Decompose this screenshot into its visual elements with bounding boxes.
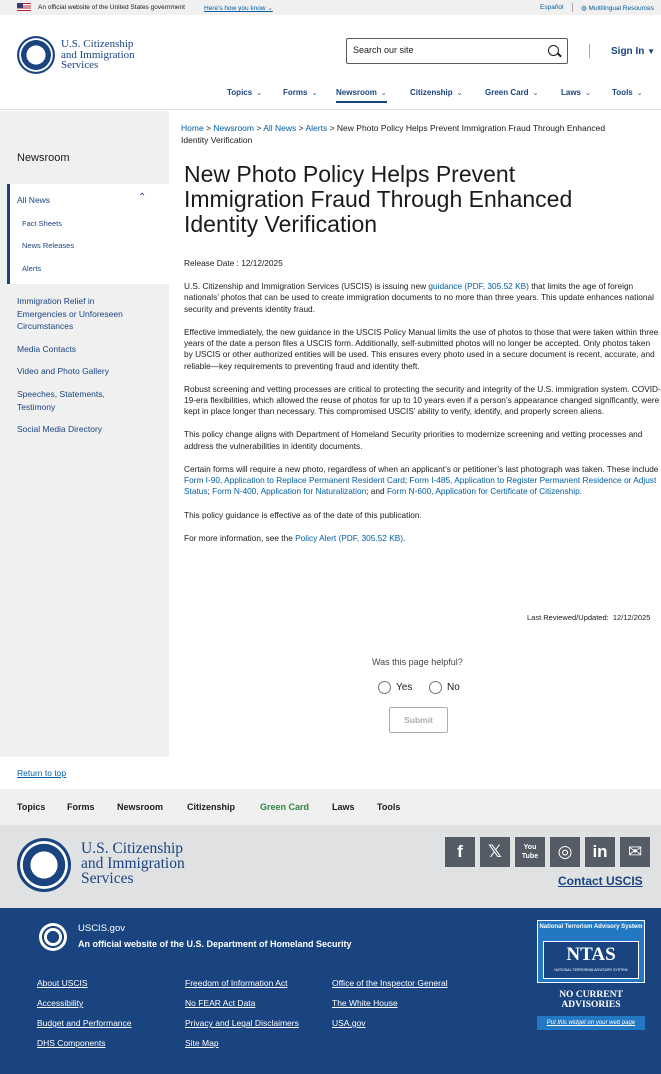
footer-nav-forms[interactable]: Forms [67, 802, 95, 812]
paragraph: This policy guidance is effective as of the date of this publication. [184, 509, 422, 520]
breadcrumb-all-news[interactable]: All News [263, 123, 297, 133]
inspector-general-link[interactable]: Office of the Inspector General [332, 978, 448, 988]
footer-nav [0, 789, 661, 825]
sidebar-subnav [7, 184, 169, 284]
footer-nav-topics[interactable]: Topics [17, 802, 46, 812]
agency-line-2: and Immigration [81, 855, 185, 872]
sidebar-heading: Newsroom [17, 152, 70, 164]
nav-tools[interactable]: Tools ⌄ [612, 88, 643, 97]
form-n400-link[interactable]: Form N-400, Application for Naturalization [212, 486, 367, 497]
yes-label[interactable]: Yes [396, 682, 413, 693]
x-twitter-icon[interactable]: 𝕏 [480, 837, 510, 867]
agency-line-1: U.S. Citizenship [61, 38, 134, 50]
breadcrumb-newsroom[interactable]: Newsroom [213, 123, 254, 133]
sidebar-item-all-news[interactable]: All News [17, 195, 51, 205]
chevron-down-icon: ⌄ [636, 90, 643, 97]
breadcrumb-alerts[interactable]: Alerts [305, 123, 328, 133]
dhs-seal-icon[interactable] [17, 36, 55, 74]
heres-how-you-know-link[interactable]: Here's how you know ⌄ [204, 5, 273, 12]
footer-nav-green-card[interactable]: Green Card [260, 802, 310, 812]
footer-logo-section [0, 825, 661, 908]
form-i485-link[interactable]: Form I-485, Application to Register Permanent Residence or Adjust Status [184, 475, 657, 497]
sidebar-item-media-contacts[interactable]: Media Contacts [17, 344, 77, 354]
email-icon[interactable]: ✉ [620, 837, 650, 867]
no-fear-link[interactable]: No FEAR Act Data [185, 998, 256, 1008]
chevron-down-icon: ⌄ [585, 90, 591, 97]
globe-icon: ◍ [581, 5, 587, 12]
form-i90-link[interactable]: Form I-90, Application to Replace Permanent Resident Card [184, 475, 405, 486]
linkedin-icon[interactable]: in [585, 837, 615, 867]
nav-citizenship[interactable]: Citizenship ⌄ [410, 88, 463, 97]
yes-radio[interactable] [378, 681, 391, 694]
footer-nav-citizenship[interactable]: Citizenship [187, 802, 236, 812]
footer-nav-newsroom[interactable]: Newsroom [117, 802, 164, 812]
official-dhs-text: An official website of the U.S. Department of Homeland Security [78, 939, 352, 949]
dhs-seal-icon [39, 923, 67, 951]
paragraph: This policy change aligns with Department of Homeland Security priorities to modernize screening and vetting processes and address the vulnerabilities in identity documents. [184, 429, 643, 451]
sidebar-item-fact-sheets[interactable]: Fact Sheets [22, 219, 63, 228]
nav-newsroom[interactable]: Newsroom ⌄ [336, 88, 387, 103]
page-title: New Photo Policy Helps Prevent Immigration Fraud Through Enhanced Identity Verification [184, 161, 573, 237]
instagram-icon[interactable]: ◎ [550, 837, 580, 867]
nav-green-card[interactable]: Green Card ⌄ [485, 88, 539, 97]
paragraph: U.S. Citizenship and Immigration Services (USCIS) is issuing new guidance (PDF, 305.52 KB) that limits the age of foreign nationals’ photos that can be used to create immigration documents to no more than three years. This update enhances national security and prevents identity fraud. [184, 281, 654, 314]
ntas-logo-small: NATIONAL TERRORISM ADVISORY SYSTEM [554, 968, 628, 972]
paragraph: Robust screening and vetting processes are critical to protecting the security and integrity of the U.S. immigration system. COVID-19-era flexibilities, which allowed the reuse of photos for up to 10 years even if a person’s appearance changed significantly, were kept in place longer than necessary. This compromised USCIS’ ability to verify, identify, and properly screen aliens. [184, 383, 661, 417]
foia-link[interactable]: Freedom of Information Act [185, 978, 288, 988]
article-body [184, 258, 661, 556]
nav-forms[interactable]: Forms ⌄ [283, 88, 318, 97]
chevron-down-icon: ⌄ [311, 90, 318, 97]
no-label[interactable]: No [447, 682, 460, 693]
divider [589, 44, 590, 58]
release-date: Release Date : 12/12/2025 [184, 258, 283, 268]
facebook-icon[interactable]: f [445, 837, 475, 867]
submit-button[interactable]: Submit [389, 707, 448, 733]
site-name: USCIS.gov [78, 923, 125, 934]
footer-nav-tools[interactable]: Tools [377, 802, 401, 812]
agency-line-1: U.S. Citizenship [81, 840, 184, 857]
chevron-down-icon: ⌄ [267, 5, 273, 12]
ntas-logo [543, 941, 639, 979]
search-box [346, 38, 568, 64]
sidebar-item-alerts[interactable]: Alerts [22, 264, 42, 273]
no-radio[interactable] [429, 681, 442, 694]
chevron-down-icon: ⌄ [256, 90, 263, 97]
sidebar-item-speeches[interactable]: Speeches, Statements, Testimony [17, 389, 105, 412]
paragraph: Effective immediately, the new guidance in the USCIS Policy Manual limits the use of photos to those that were taken within three years of the date a person files a USCIS form. Additionally, self-submitted photos will no longer be accepted. Only photos taken by USCIS or other authorized entities will be used. This ensures every photo used in a secure document is recent, accurate, and reliable—key requirements to preventing fraud and identity theft. [184, 326, 659, 371]
policy-alert-link[interactable]: Policy Alert (PDF, 305.52 KB) [295, 532, 404, 543]
chevron-down-icon: ⌄ [532, 90, 539, 97]
nav-topics[interactable]: Topics ⌄ [227, 88, 263, 97]
search-icon[interactable] [548, 45, 559, 56]
agency-line-3: Services [81, 870, 134, 887]
sidebar-item-social-media[interactable]: Social Media Directory [17, 424, 103, 434]
dhs-footer [0, 908, 661, 1074]
ntas-widget[interactable] [537, 920, 645, 1032]
search-input[interactable] [353, 45, 533, 55]
usa-gov-link[interactable]: USA.gov [332, 1018, 366, 1028]
dhs-seal-icon[interactable] [17, 838, 71, 892]
nav-laws[interactable]: Laws ⌄ [561, 88, 591, 97]
ntas-advisory: NO CURRENT ADVISORIES [559, 990, 623, 1010]
ntas-label: National Terrorism Advisory System [539, 924, 643, 930]
contact-uscis-link[interactable]: Contact USCIS [558, 874, 643, 888]
paragraph: For more information, see the Policy Alert (PDF, 305.52 KB). [184, 532, 406, 543]
official-website-text: An official website of the United States government [38, 4, 185, 11]
paragraph: Certain forms will require a new photo, regardless of when an applicant’s or petitioner’s last photograph was taken. These include Form I-90, Application to Replace Permanent Resident Card; Form I-485, Application to Register Permanent Residence or Adjust Status; Form N-400, Application for Naturalization; and Form N-600, Application for Certificate of Citizenship. [184, 463, 659, 497]
breadcrumb-current: New Photo Policy Helps Prevent Immigration Fraud Through Enhanced Identity Verification [181, 123, 606, 145]
espanol-link[interactable]: Español [540, 4, 564, 11]
sidebar-item-news-releases[interactable]: News Releases [22, 241, 75, 250]
caret-down-icon: ▼ [647, 47, 656, 56]
sidebar-item-immigration-relief[interactable]: Immigration Relief in Emergencies or Unforeseen Circumstances [17, 296, 123, 331]
privacy-link[interactable]: Privacy and Legal Disclaimers [185, 1018, 299, 1028]
agency-name-logo[interactable] [61, 39, 135, 71]
youtube-icon[interactable]: You Tube [515, 837, 545, 867]
helpful-question: Was this page helpful? [372, 657, 463, 667]
sidebar-item-video-gallery[interactable]: Video and Photo Gallery [17, 366, 109, 376]
multilingual-link[interactable]: ◍ Multilingual Resources [581, 5, 654, 12]
chevron-down-icon: ⌄ [456, 90, 463, 97]
sidebar [0, 111, 169, 757]
ntas-widget-link[interactable]: Put this widget on your web page [537, 1016, 645, 1030]
budget-link[interactable]: Budget and Performance [37, 1018, 132, 1028]
gov-banner [0, 0, 661, 15]
guidance-pdf-link[interactable]: guidance (PDF, 305.52 KB) [428, 281, 529, 292]
site-header [0, 15, 661, 110]
ntas-logo-text: NTAS [566, 944, 616, 965]
divider [572, 3, 573, 12]
chevron-down-icon: ⌄ [380, 90, 387, 97]
agency-line-3: Services [61, 59, 99, 71]
us-flag-icon [17, 3, 31, 11]
white-house-link[interactable]: The White House [332, 998, 398, 1008]
form-n600-link[interactable]: Form N-600, Application for Certificate of Citizenship [386, 486, 580, 497]
site-map-link[interactable]: Site Map [185, 1038, 219, 1048]
chevron-up-icon[interactable]: ⌃ [138, 192, 147, 203]
breadcrumb: Home > Newsroom > All News > Alerts > New Photo Policy Helps Prevent Immigration Fraud Through Enhanced Identity Verification [181, 123, 606, 145]
accessibility-link[interactable]: Accessibility [37, 998, 84, 1008]
agency-line-2: and Immigration [61, 48, 135, 61]
sign-in-button[interactable]: Sign In ▼ [611, 46, 656, 57]
ntas-box [537, 920, 645, 983]
dhs-link[interactable]: U.S. Department of Homeland Security [186, 939, 352, 949]
dhs-components-link[interactable]: DHS Components [37, 1038, 106, 1048]
last-reviewed: Last Reviewed/Updated: 12/12/2025 [527, 613, 651, 622]
breadcrumb-home[interactable]: Home [181, 123, 204, 133]
footer-nav-laws[interactable]: Laws [332, 802, 355, 812]
footer-agency-name[interactable] [81, 841, 185, 886]
about-uscis-link[interactable]: About USCIS [37, 978, 88, 988]
return-to-top-link[interactable]: Return to top [17, 768, 67, 778]
